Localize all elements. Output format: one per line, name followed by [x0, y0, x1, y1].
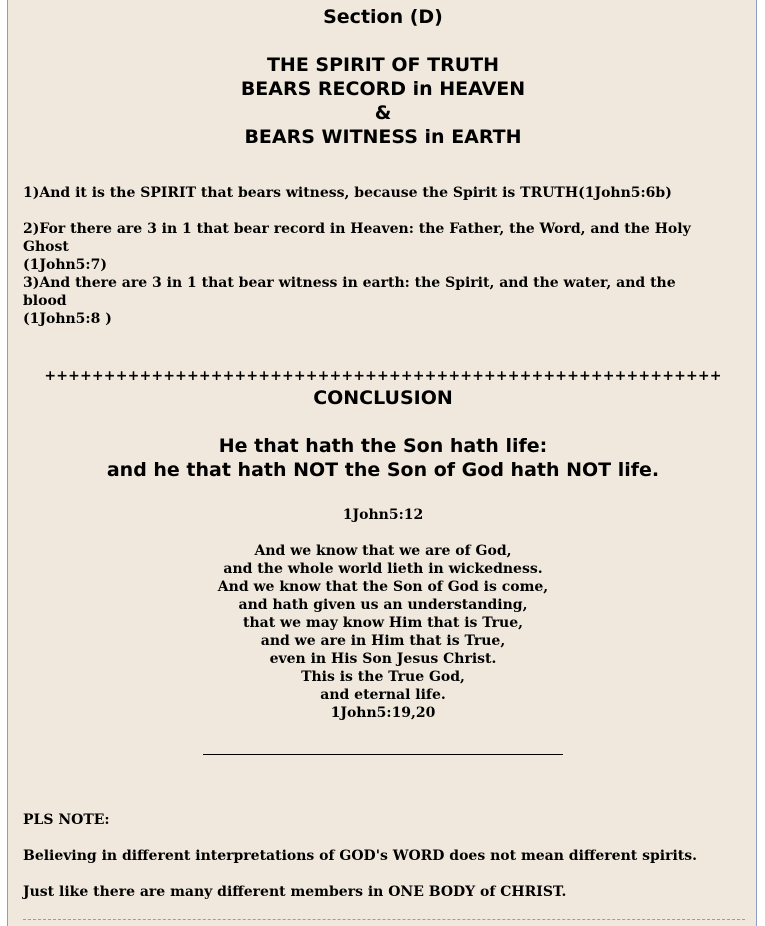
passage-line: and eternal life.	[320, 687, 446, 703]
conclusion-quote-line-2: and he that hath NOT the Son of God hath NOT life.	[106, 459, 660, 481]
passage-line: that we may know Him that is True,	[242, 615, 524, 631]
passage-reference: 1John5:19,20	[330, 705, 436, 721]
horizontal-rule	[203, 754, 563, 755]
plus-divider: +++++++++++++++++++++++++++++++++++++++++++++++++++++++++	[44, 368, 722, 384]
passage-line: and the whole world lieth in wickedness.	[223, 561, 543, 577]
passage-line: even in His Son Jesus Christ.	[269, 651, 497, 667]
main-title-line-4: BEARS WITNESS in EARTH	[244, 126, 522, 148]
conclusion-quote-line-1: He that hath the Son hath life:	[218, 435, 548, 457]
conclusion-quote	[8, 434, 758, 482]
scripture-passage	[8, 542, 758, 722]
verse-3-line-2: (1John5:8 )	[23, 311, 112, 327]
passage-line: And we know that we are of God,	[254, 543, 512, 559]
passage-line: and we are in Him that is True,	[260, 633, 506, 649]
scripture-reference: 1John5:12	[342, 507, 424, 523]
note-label: PLS NOTE:	[23, 812, 110, 828]
section-title: Section (D)	[323, 6, 443, 28]
passage-line: and hath given us an understanding,	[238, 597, 528, 613]
main-title-line-3: &	[374, 102, 392, 124]
verse-1	[23, 184, 723, 202]
passage-line: And we know that the Son of God is come,	[217, 579, 549, 595]
document-page	[7, 0, 757, 926]
main-title	[8, 53, 758, 149]
verse-1-line-1: 1)And it is the SPIRIT that bears witness, because the Spirit is TRUTH(1John5:6b)	[23, 185, 672, 201]
conclusion-heading: CONCLUSION	[313, 387, 453, 409]
verse-2-line-2: (1John5:7)	[23, 257, 107, 273]
note-text-1: Believing in different interpretations of GOD's WORD does not mean different spirits.	[23, 848, 698, 864]
verse-3	[23, 274, 723, 328]
note-text-2: Just like there are many different members in ONE BODY of CHRIST.	[23, 884, 567, 900]
verse-2	[23, 220, 723, 274]
dashed-divider	[23, 919, 745, 920]
main-title-line-2: BEARS RECORD in HEAVEN	[240, 78, 526, 100]
main-title-line-1: THE SPIRIT OF TRUTH	[266, 54, 500, 76]
verse-2-line-1: 2)For there are 3 in 1 that bear record in Heaven: the Father, the Word, and the Holy Ghost	[23, 221, 691, 255]
passage-line: This is the True God,	[301, 669, 465, 685]
verse-3-line-1: 3)And there are 3 in 1 that bear witness in earth: the Spirit, and the water, and the blood	[23, 275, 676, 309]
